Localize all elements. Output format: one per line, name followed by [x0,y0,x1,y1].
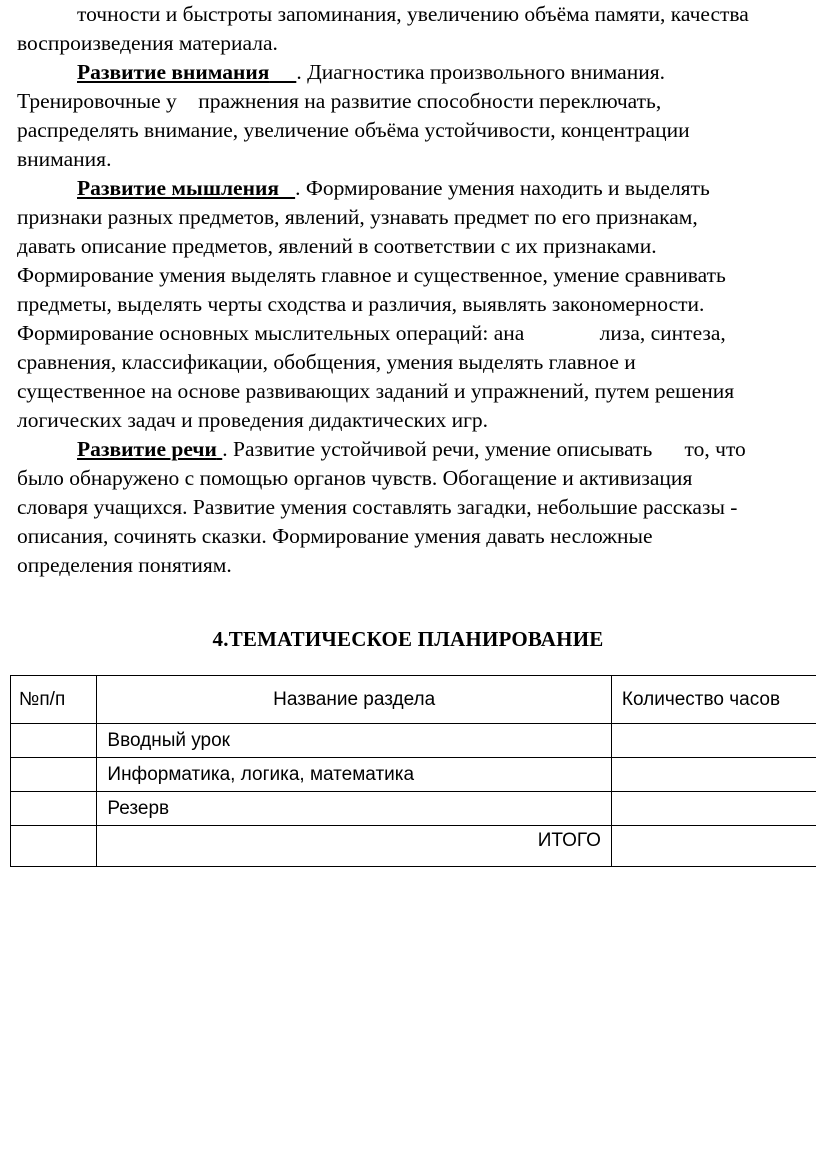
body-text [17,0,816,580]
text-line: точности и быстроты запоминания, увеличению объёма памяти, качества [77,2,749,26]
text-line: было обнаружено с помощью органов чувств. Обогащение и активизация [17,466,693,490]
text-line: существенное на основе развивающих заданий и упражнений, путем решения [17,379,735,403]
cell-section-name: Резерв [97,792,612,826]
text-line: . Формирование умения находить и выделять [295,176,710,200]
text-line: предметы, выделять черты сходства и различия, выявлять закономерности. [17,292,705,316]
section-title: 4.ТЕМАТИЧЕСКОЕ ПЛАНИРОВАНИЕ [212,627,604,651]
text-line: воспроизведения материала. [17,31,278,55]
text-line-split [17,319,816,348]
text-line: внимания. [17,147,112,171]
text-fragment: пражнения на развитие способности переключать, [198,89,662,113]
header-hours: Количество часов [611,676,816,724]
text-fragment: . Развитие устойчивой речи, умение описывать [222,437,653,461]
text-line-split [17,87,816,116]
table-row [11,792,816,826]
attention-heading: Развитие внимания [77,60,270,84]
text-fragment: Тренировочные у [17,89,177,113]
cell-hours [611,792,816,826]
heading-underline-tail [279,176,295,200]
cell-hours [611,724,816,758]
attention-paragraph-start [17,58,816,87]
text-line: . Диагностика произвольного внимания. [296,60,665,84]
text-fragment: Формирование основных мыслительных операций: ана [17,321,525,345]
table-total-row [11,826,816,867]
speech-heading: Развитие речи [77,437,217,461]
speech-paragraph-start [17,435,816,464]
text-line: распределять внимание, увеличение объёма устойчивости, концентрации [17,118,690,142]
cell-number [11,758,97,792]
thinking-heading: Развитие мышления [77,176,279,200]
cell-hours [611,758,816,792]
text-line: сравнения, классификации, обобщения, умения выделять главное и [17,350,636,374]
table-header-row [11,676,816,724]
table-row [11,758,816,792]
text-fragment: лиза, синтеза, [599,321,726,345]
text-fragment: то, что [684,437,746,461]
cell-number [11,724,97,758]
text-line: словаря учащихся. Развитие умения составлять загадки, небольшие рассказы - [17,495,738,519]
text-line: описания, сочинять сказки. Формирование умения давать несложные [17,524,653,548]
thinking-paragraph-start [17,174,816,203]
cell-number [11,826,97,867]
text-line: определения понятиям. [17,553,232,577]
heading-underline-tail [269,60,296,84]
text-line: давать описание предметов, явлений в соответствии с их признаками. [17,234,657,258]
table-row [11,724,816,758]
cell-number [11,792,97,826]
text-line: признаки разных предметов, явлений, узнавать предмет по его признакам, [17,205,698,229]
header-section-name: Название раздела [97,676,612,724]
cell-total-hours [611,826,816,867]
cell-section-name: Информатика, логика, математика [97,758,612,792]
cell-section-name: Вводный урок [97,724,612,758]
thematic-plan-table [10,675,816,867]
header-number: №п/п [11,676,97,724]
text-line: логических задач и проведения дидактических игр. [17,408,489,432]
text-line: Формирование умения выделять главное и существенное, умение сравнивать [17,263,726,287]
total-label: ИТОГО [97,826,612,867]
